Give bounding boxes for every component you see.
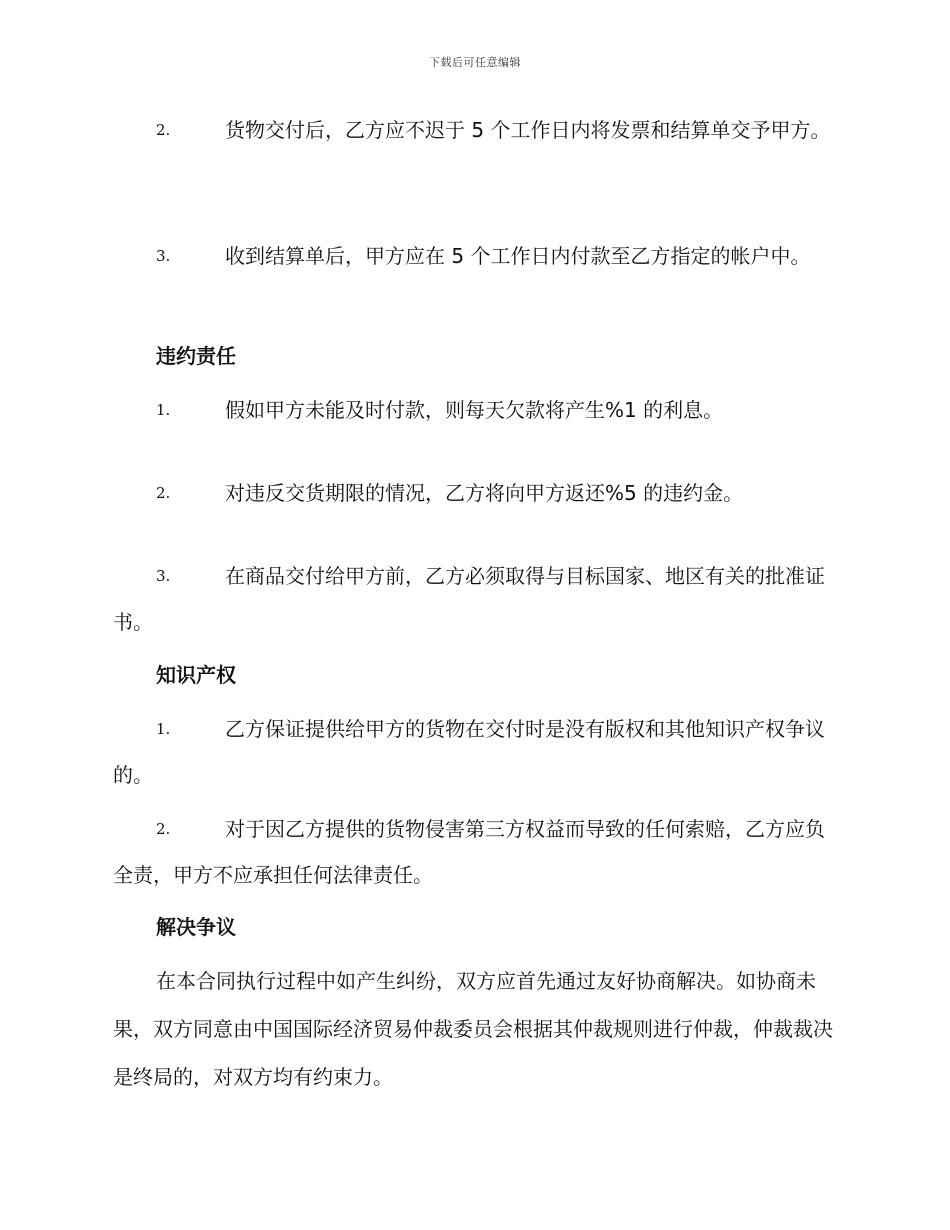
breach-item-2 — [113, 470, 837, 516]
payment-item-3 — [113, 233, 837, 279]
ip-heading: 知识产权 — [156, 663, 236, 687]
dispute-paragraph: 在本合同执行过程中如产生纠纷，双方应首先通过友好协商解决。如协商未果，双方同意由中国国际经济贸易仲裁委员会根据其仲裁规则进行仲裁，仲裁裁决是终局的，对双方均有约束力。 — [113, 969, 833, 1089]
item-number: 2. — [156, 121, 171, 139]
item-text: 乙方保证提供给甲方的货物在交付时是没有版权和其他知识产权争议的。 — [113, 717, 825, 787]
item-number: 2. — [156, 484, 171, 502]
payment-item-2 — [113, 107, 837, 153]
item-text: 对违反交货期限的情况，乙方将向甲方返还%5 的违约金。 — [225, 481, 744, 505]
page-header: 下载后可任意编辑 — [429, 56, 521, 69]
item-number: 1. — [156, 401, 171, 419]
item-text: 在商品交付给甲方前，乙方必须取得与目标国家、地区有关的批准证书。 — [113, 564, 825, 634]
item-text: 货物交付后，乙方应不迟于 5 个工作日内将发票和结算单交予甲方。 — [225, 118, 831, 142]
item-number: 2. — [156, 820, 171, 838]
item-number: 3. — [156, 247, 171, 265]
item-number: 1. — [156, 720, 171, 738]
item-text: 收到结算单后，甲方应在 5 个工作日内付款至乙方指定的帐户中。 — [225, 244, 811, 268]
item-number: 3. — [156, 567, 171, 585]
dispute-heading: 解决争议 — [156, 915, 236, 939]
breach-heading: 违约责任 — [156, 344, 236, 368]
ip-item-2 — [113, 806, 837, 898]
ip-item-1 — [113, 706, 837, 798]
item-text: 对于因乙方提供的货物侵害第三方权益而导致的任何索赔，乙方应负全责，甲方不应承担任何法律责任。 — [113, 817, 825, 887]
breach-item-1 — [113, 387, 837, 433]
breach-item-3 — [113, 553, 837, 645]
item-text: 假如甲方未能及时付款，则每天欠款将产生%1 的利息。 — [225, 398, 724, 422]
